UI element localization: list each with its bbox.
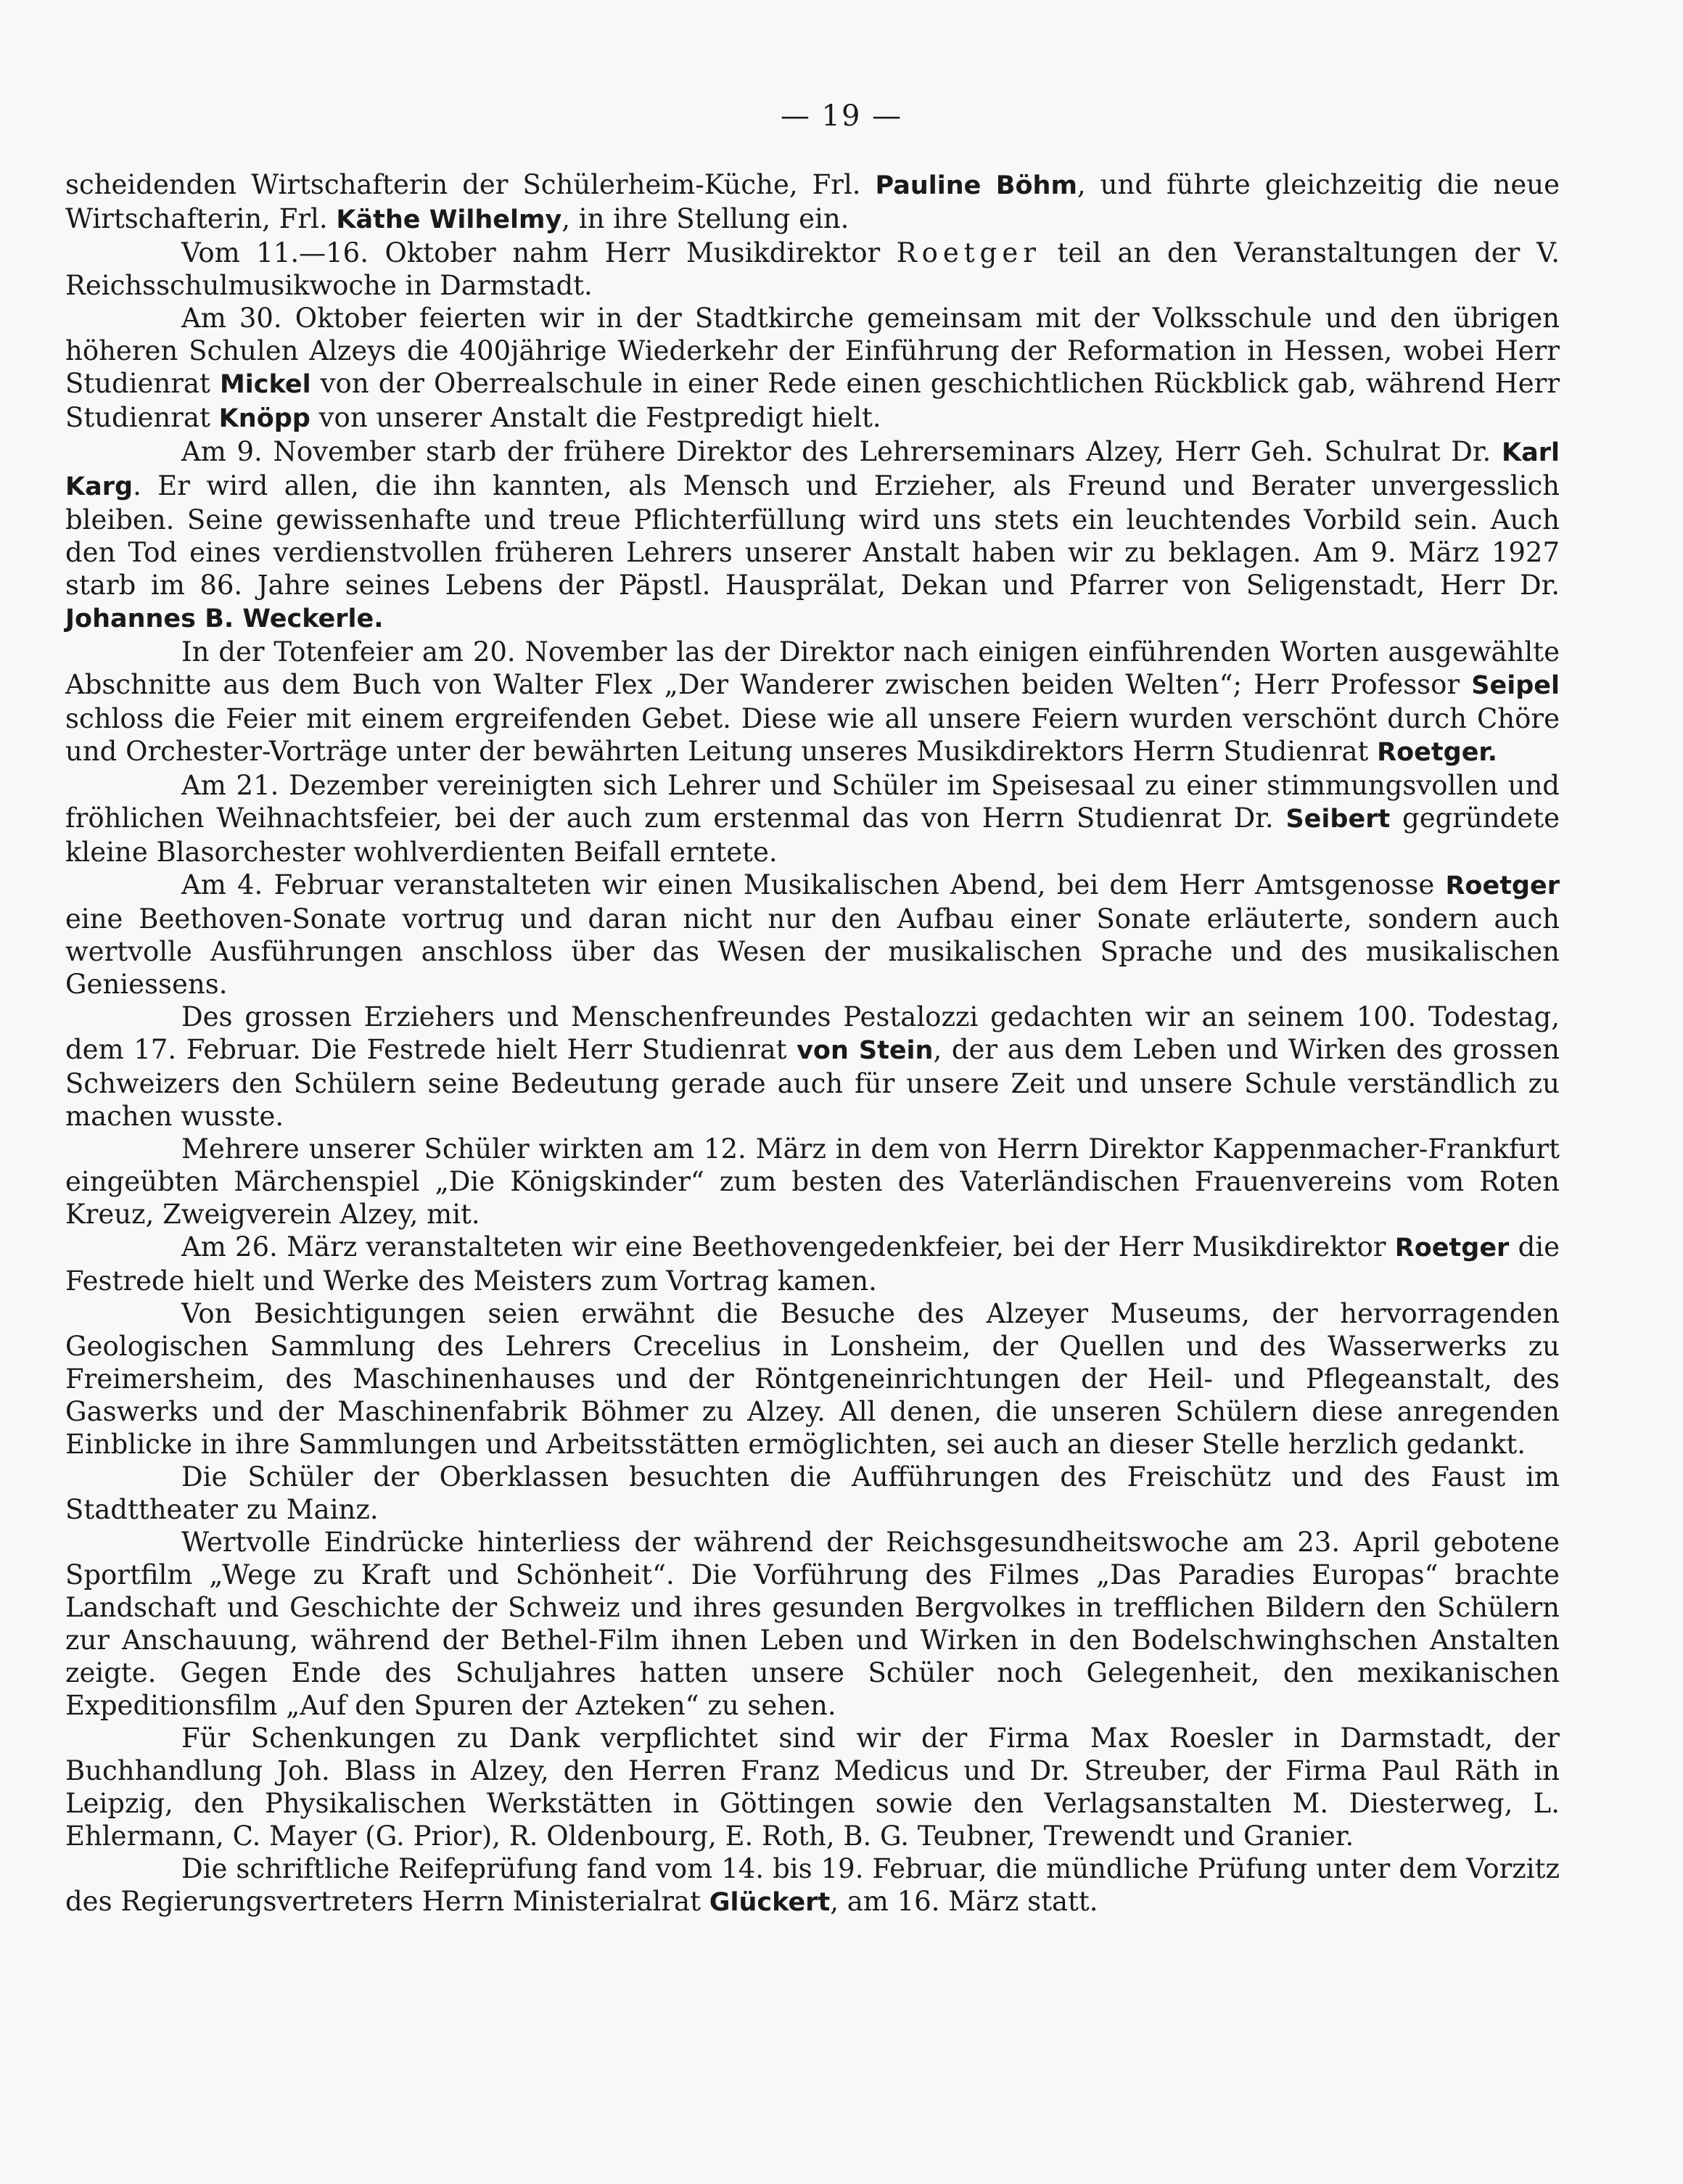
bold-name: Roetger. bbox=[1377, 738, 1497, 767]
paragraph bbox=[65, 1722, 1560, 1852]
text-run: die Festrede hielt und Werke des Meisters zum Vortrag kamen. bbox=[65, 1231, 1560, 1297]
bold-name: Mickel bbox=[219, 370, 311, 399]
paragraph bbox=[65, 636, 1560, 769]
text-run: Am 4. Februar veranstalteten wir einen Musikalischen Abend, bei dem Herr Amtsgenosse bbox=[181, 869, 1446, 900]
paragraph bbox=[65, 1852, 1560, 1919]
text-run: Die schriftliche Reifeprüfung fand vom 14. bis 19. Februar, die mündliche Prüfung unter dem Vorzitz des Regierungsvertreters Herrn Ministerialrat bbox=[65, 1853, 1560, 1917]
bold-name: Käthe Wilhelmy bbox=[336, 205, 562, 234]
bold-name: Glückert bbox=[709, 1888, 831, 1917]
text-run: , der aus dem Leben und Wirken des grossen Schweizers den Schülern seine Bedeutung gerade auch für unsere Zeit und unsere Schule verständlich zu machen wusste. bbox=[65, 1034, 1560, 1132]
bold-name: Pauline Böhm bbox=[875, 171, 1077, 200]
text-run: Des grossen Erziehers und Menschenfreundes Pestalozzi gedachten wir an seinem 100. Todestag, dem 17. Februar. Die Festrede hielt Herr Studienrat bbox=[65, 1001, 1560, 1065]
paragraph bbox=[65, 435, 1560, 636]
paragraph bbox=[65, 869, 1560, 1001]
text-run: Am 21. Dezember vereinigten sich Lehrer und Schüler im Speisesaal zu einer stimmungsvollen und fröhlichen Weihnachtsfeier, bei der auch zum erstenmal das von Herrn Studienrat Dr. bbox=[65, 770, 1560, 834]
text-run: Mehrere unserer Schüler wirkten am 12. März in dem von Herrn Direktor Kappenmacher-Frankfurt eingeübten Märchenspiel „Die Königskinder“ zum besten des Vaterländischen Frauenvereins vom Roten Kreuz, Zweigverein Alzey, mit. bbox=[65, 1133, 1560, 1230]
bold-name: Roetger bbox=[1445, 871, 1560, 900]
text-run: , in ihre Stellung ein. bbox=[561, 203, 849, 234]
bold-name: Johannes B. Weckerle. bbox=[65, 604, 384, 633]
page-number: — 19 — bbox=[780, 99, 903, 133]
bold-name: von Stein bbox=[797, 1036, 934, 1065]
text-run: gegründete kleine Blasorchester wohlverdienten Beifall erntete. bbox=[65, 802, 1560, 868]
text-run: In der Totenfeier am 20. November las der Direktor nach einigen einführenden Worten ausgewählte Abschnitte aus dem Buch von Walter Flex „Der Wanderer zwischen beiden Welten“; Herr Professor bbox=[65, 636, 1560, 700]
text-run: Für Schenkungen zu Dank verpflichtet sind wir der Firma Max Roesler in Darmstadt, der Buchhandlung Joh. Blass in Alzey, den Herren Franz Medicus und Dr. Streuber, der Firma Paul Räth in Leipzig, den Physikalischen Werkstätten in Göttingen sowie den Verlagsanstalten M. Diesterweg, L. Ehlermann, C. Mayer (G. Prior), R. Oldenbourg, E. Roth, B. G. Teubner, Trewendt und Granier. bbox=[65, 1723, 1560, 1852]
text-run: Die Schüler der Oberklassen besuchten die Aufführungen des Freischütz und des Faust im Stadttheater zu Mainz. bbox=[65, 1461, 1560, 1525]
paragraph bbox=[65, 1526, 1560, 1722]
bold-name: Roetger bbox=[1394, 1233, 1510, 1263]
bold-name: Karl Karg bbox=[65, 438, 1560, 501]
text-run: von unserer Anstalt die Festpredigt hielt. bbox=[310, 402, 881, 433]
text-run: teil an den Veranstaltungen der V. Reichsschulmusikwoche in Darmstadt. bbox=[65, 237, 1560, 301]
paragraph bbox=[65, 1001, 1560, 1133]
bold-name: Seipel bbox=[1471, 671, 1560, 700]
text-run: Am 26. März veranstalteten wir eine Beethovengedenkfeier, bei der Herr Musikdirektor bbox=[181, 1231, 1395, 1263]
text-run: schloss die Feier mit einem ergreifenden Gebet. Diese wie all unsere Feiern wurden verschönt durch Chöre und Orchester-Vorträge unter der bewährten Leitung unseres Musikdirektors Herrn Studienrat bbox=[65, 703, 1560, 767]
text-run: . Er wird allen, die ihn kannten, als Mensch und Erzieher, als Freund und Berater unvergesslich bleiben. Seine gewissenhafte und treue Pflichterfüllung wird uns stets ein leuchtendes Vorbild sein. Auch den Tod eines verdienstvollen früheren Lehrers unserer Anstalt haben wir zu beklagen. Am 9. März 1927 starb im 86. Jahre seines Lebens der Päpstl. Hausprälat, Dekan und Pfarrer von Seligenstadt, Herr Dr. bbox=[65, 470, 1560, 601]
text-run: scheidenden Wirtschafterin der Schülerheim-Küche, Frl. bbox=[65, 169, 876, 200]
spaced-name: Roetger bbox=[896, 237, 1041, 268]
text-run: von der Oberrealschule in einer Rede einen geschichtlichen Rückblick gab, während Herr Studienrat bbox=[65, 368, 1560, 433]
paragraph bbox=[65, 302, 1560, 435]
paragraph bbox=[65, 1297, 1560, 1461]
text-run: Vom 11.—16. Oktober nahm Herr Musikdirektor bbox=[181, 237, 897, 268]
text-run: Wertvolle Eindrücke hinterliess der während der Reichsgesundheitswoche am 23. April gebotene Sportfilm „Wege zu Kraft und Schönheit“. Die Vorführung des Filmes „Das Paradies Europas“ brachte Landschaft und Geschichte der Schweiz und ihres gesunden Bergvolkes in trefflichen Bildern den Schülern zur Anschauung, während der Bethel-Film ihnen Leben und Wirken in den Bodelschwinghschen Anstalten zeigte. Gegen Ende des Schuljahres hatten unsere Schüler noch Gelegenheit, den mexikanischen Expeditionsfilm „Auf den Spuren der Azteken“ zu sehen. bbox=[65, 1527, 1560, 1721]
paragraph bbox=[65, 1461, 1560, 1526]
paragraph bbox=[65, 1133, 1560, 1231]
paragraph bbox=[65, 168, 1560, 237]
text-run: , am 16. März statt. bbox=[830, 1886, 1098, 1917]
text-run: Am 9. November starb der frühere Direktor des Lehrerseminars Alzey, Herr Geh. Schulrat Dr. bbox=[181, 436, 1502, 467]
paragraph bbox=[65, 237, 1560, 302]
body-text bbox=[65, 168, 1560, 1919]
text-run: eine Beethoven-Sonate vortrug und daran nicht nur den Aufbau einer Sonate erläuterte, sondern auch wertvolle Ausführungen anschloss über das Wesen der musikalischen Sprache und des musikalischen Geniessens. bbox=[65, 903, 1560, 1000]
text-run: Von Besichtigungen seien erwähnt die Besuche des Alzeyer Museums, der hervorragenden Geologischen Sammlung des Lehrers Crecelius in Lonsheim, der Quellen und des Wasserwerks zu Freimersheim, des Maschinenhauses und der Röntgeneinrichtungen der Heil- und Pflegeanstalt, des Gaswerks und der Maschinenfabrik Böhmer zu Alzey. All denen, die unseren Schülern diese anregenden Einblicke in ihre Sammlungen und Arbeitsstätten ermöglichten, sei auch an dieser Stelle herzlich gedankt. bbox=[65, 1298, 1560, 1460]
text-run: , und führte gleichzeitig die neue Wirtschafterin, Frl. bbox=[65, 169, 1560, 234]
bold-name: Seibert bbox=[1285, 805, 1391, 834]
paragraph bbox=[65, 1231, 1560, 1297]
paragraph bbox=[65, 769, 1560, 869]
bold-name: Knöpp bbox=[218, 404, 310, 433]
text-run: Am 30. Oktober feierten wir in der Stadtkirche gemeinsam mit der Volksschule und den übrigen höheren Schulen Alzeys die 400jährige Wiederkehr der Einführung der Reformation in Hessen, wobei Herr Studienrat bbox=[65, 303, 1560, 399]
